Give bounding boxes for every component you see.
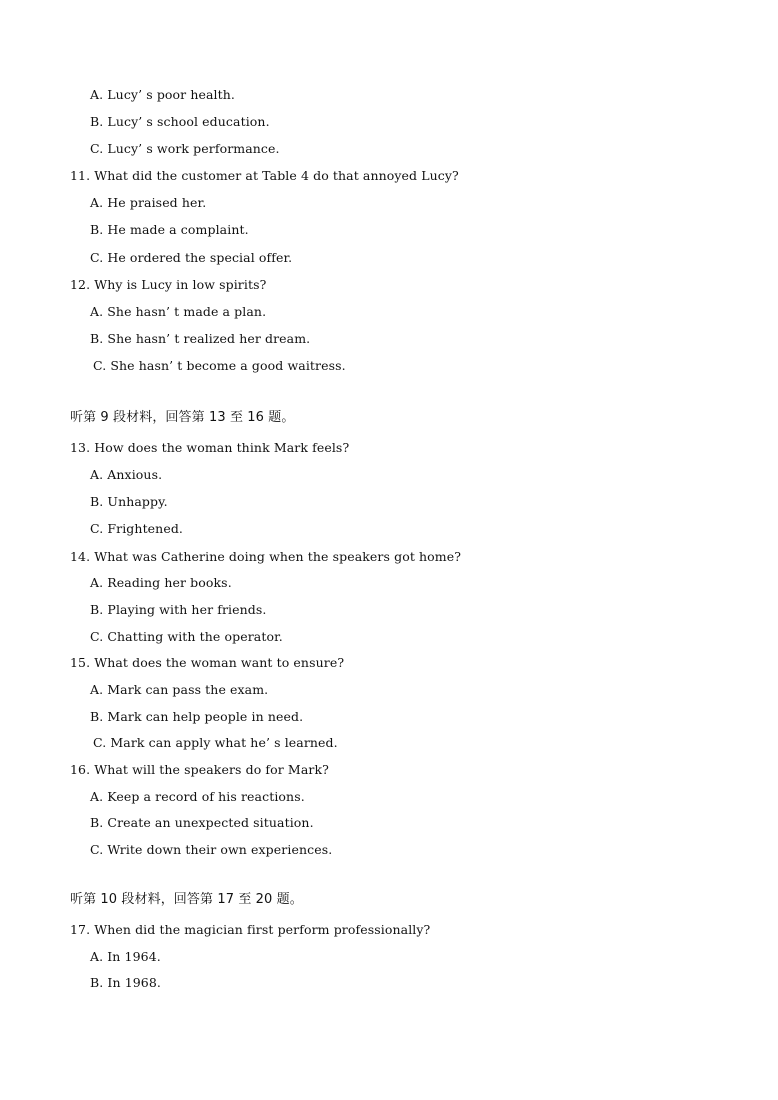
q11-option-a: A. He praised her. (90, 195, 207, 210)
q10-option-c: C. Lucy’ s work performance. (90, 141, 280, 156)
question-12: 12. Why is Lucy in low spirits? (70, 277, 267, 292)
question-13: 13. How does the woman think Mark feels? (70, 440, 350, 455)
q14-option-c: C. Chatting with the operator. (90, 629, 283, 644)
q16-option-c: C. Write down their own experiences. (90, 842, 333, 857)
q16-option-b: B. Create an unexpected situation. (90, 815, 314, 830)
q15-option-b: B. Mark can help people in need. (90, 709, 304, 724)
q12-option-b: B. She hasn’ t realized her dream. (90, 331, 311, 346)
q10-option-b: B. Lucy’ s school education. (90, 114, 270, 129)
q11-option-b: B. He made a complaint. (90, 222, 249, 237)
section-heading-10: 听第 10 段材料，回答第 17 至 20 题。 (70, 892, 303, 907)
q10-option-a: A. Lucy’ s poor health. (90, 87, 235, 102)
question-14: 14. What was Catherine doing when the speakers got home? (70, 549, 462, 564)
q13-option-c: C. Frightened. (90, 521, 184, 536)
q14-option-a: A. Reading her books. (90, 575, 232, 590)
question-15: 15. What does the woman want to ensure? (70, 655, 345, 670)
section-heading-9: 听第 9 段材料，回答第 13 至 16 题。 (70, 410, 295, 425)
question-16: 16. What will the speakers do for Mark? (70, 762, 329, 777)
q13-option-b: B. Unhappy. (90, 494, 168, 509)
q17-option-a: A. In 1964. (90, 949, 161, 964)
q12-option-a: A. She hasn’ t made a plan. (90, 304, 267, 319)
q15-option-a: A. Mark can pass the exam. (90, 682, 269, 697)
q11-option-c: C. He ordered the special offer. (90, 250, 293, 265)
question-17: 17. When did the magician first perform professionally? (70, 922, 431, 937)
q15-option-c: C. Mark can apply what he’ s learned. (93, 735, 338, 750)
q12-option-c: C. She hasn’ t become a good waitress. (93, 358, 346, 373)
q13-option-a: A. Anxious. (90, 467, 163, 482)
q16-option-a: A. Keep a record of his reactions. (90, 789, 305, 804)
question-11: 11. What did the customer at Table 4 do that annoyed Lucy? (70, 168, 459, 183)
q17-option-b: B. In 1968. (90, 975, 161, 990)
q14-option-b: B. Playing with her friends. (90, 602, 267, 617)
